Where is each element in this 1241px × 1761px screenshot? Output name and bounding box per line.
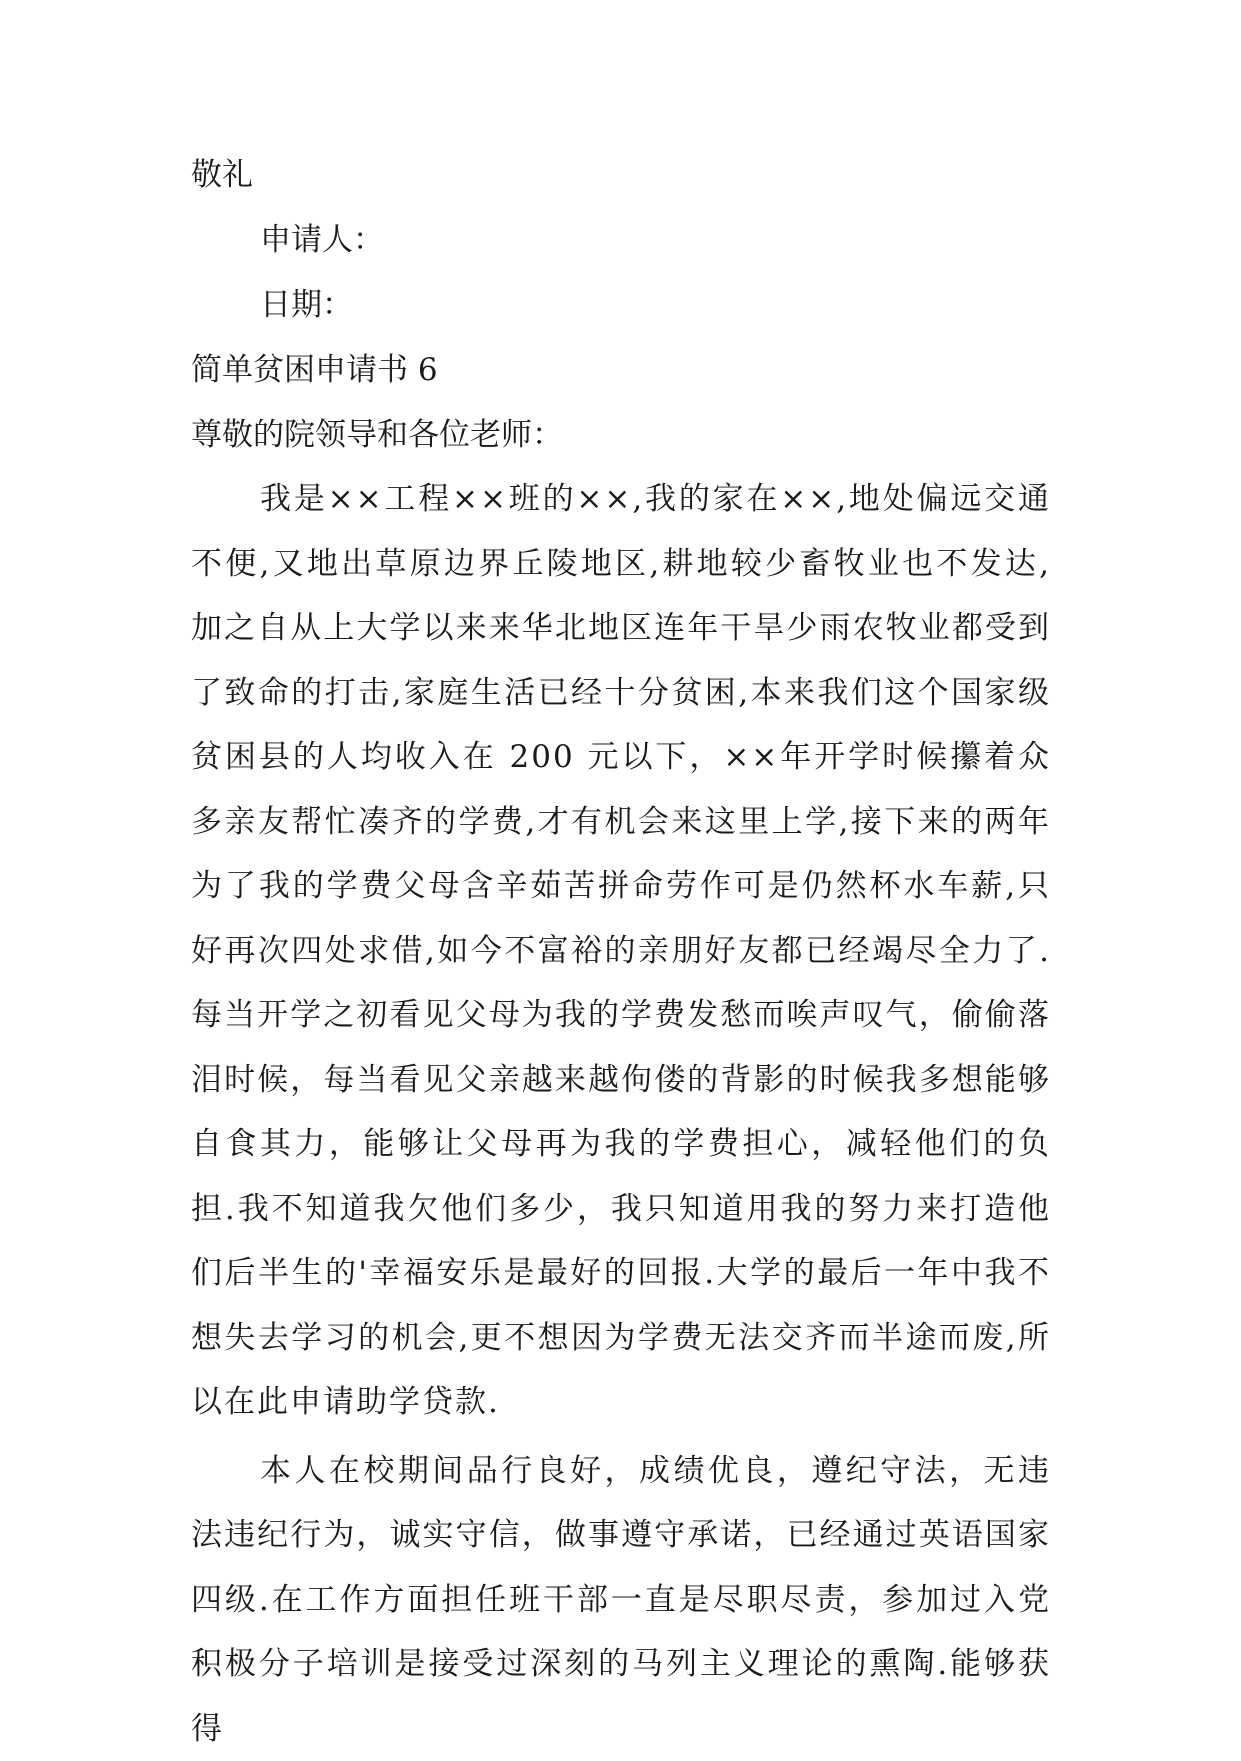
date-label: 日期： (191, 288, 1051, 323)
document-page (191, 158, 1051, 1761)
salutation: 尊敬的院领导和各位老师： (191, 418, 1051, 453)
body-paragraph: 我是××工程××班的××,我的家在××,地处偏远交通不便,又地出草原边界丘陵地区,耕地较少畜牧业也不发达,加之自从上大学以来来华北地区连年干旱少雨农牧业都受到了致命的打击,家庭生活已经十分贫困,本来我们这个国家级贫困县的人均收入在 200 元以下，××年开学时候攥着众多亲友帮忙凑齐的学费,才有机会来这里上学,接下来的两年为了我的学费父母含辛茹苦拼命劳作可是仍然杯水车薪,只好再次四处求借,如今不富裕的亲朋好友都已经竭尽全力了.每当开学之初看见父母为我的学费发愁而唉声叹气，偷偷落泪时候，每当看见父亲越来越佝偻的背影的时候我多想能够自食其力，能够让父母再为我的学费担心，减轻他们的负担.我不知道我欠他们多少，我只知道用我的努力来打造他们后半生的'幸福安乐是最好的回报.大学的最后一年中我不想失去学习的机会,更不想因为学费无法交齐而半途而废,所以在此申请助学贷款. (191, 467, 1051, 1435)
body-paragraph: 本人在校期间品行良好，成绩优良，遵纪守法，无违法违纪行为，诚实守信，做事遵守承诺，已经通过英语国家四级.在工作方面担任班干部一直是尽职尽责，参加过入党积极分子培训是接受过深刻的马列主义理论的熏陶.能够获得 (191, 1439, 1051, 1761)
applicant-label: 申请人： (191, 223, 1051, 258)
section-title: 简单贫困申请书 6 (191, 353, 1051, 388)
closing-text: 敬礼 (191, 158, 1051, 193)
